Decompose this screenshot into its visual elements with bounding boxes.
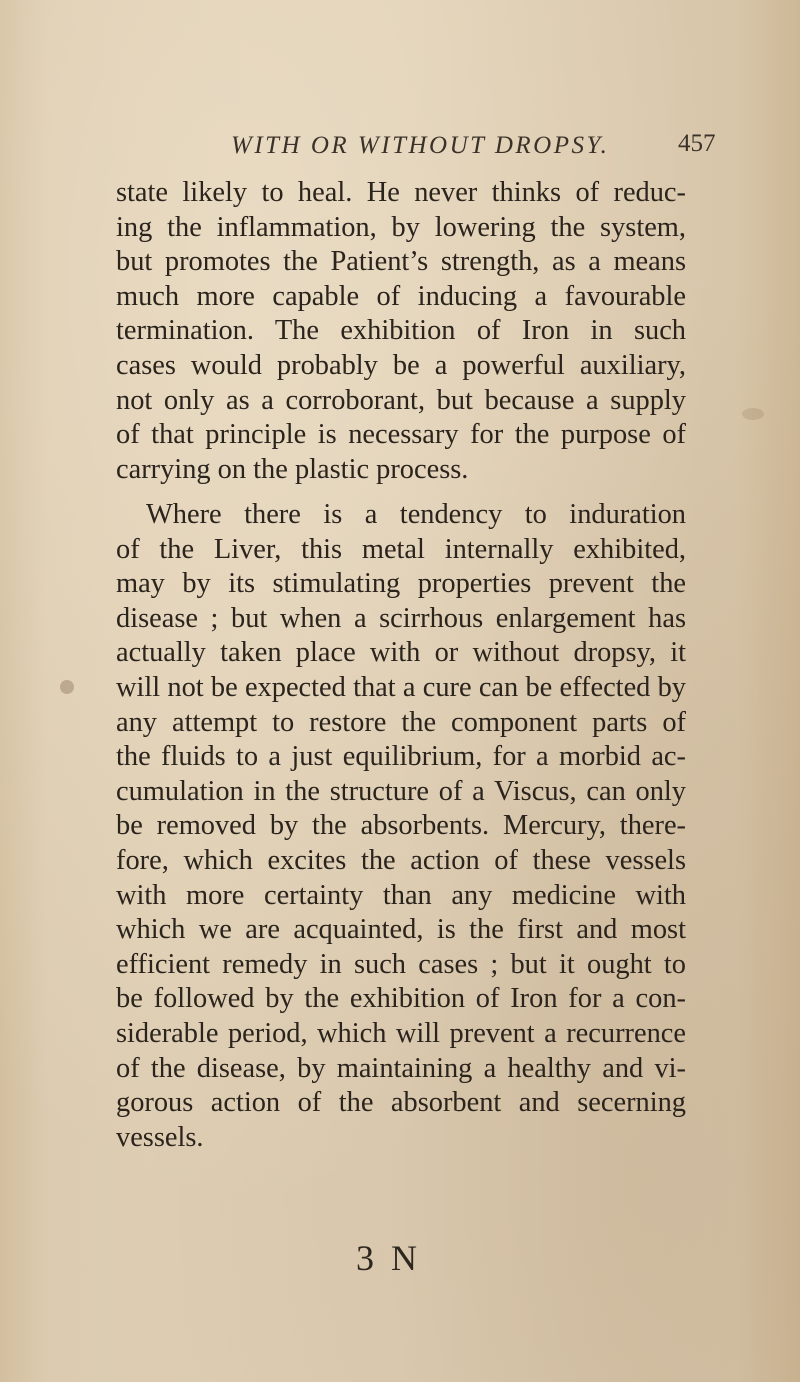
text-line: any attempt to restore the component parts of xyxy=(116,706,686,738)
text-line: with more certainty than any medicine with xyxy=(116,879,686,911)
text-line: which we are acquainted, is the first and most xyxy=(116,914,686,946)
running-head: WITH OR WITHOUT DROPSY. xyxy=(231,132,610,159)
text-line: of that principle is necessary for the purpose of xyxy=(116,419,686,451)
text-line: vessels. xyxy=(116,1121,204,1153)
page-number: 457 xyxy=(678,130,716,157)
paragraph-1 xyxy=(116,176,686,487)
text-line: efficient remedy in such cases ; but it ought to xyxy=(116,948,686,980)
text-line: ing the inflammation, by lowering the system, xyxy=(116,211,686,243)
text-line: siderable period, which will prevent a recurrence xyxy=(116,1017,686,1049)
text-line: much more capable of inducing a favourable xyxy=(116,280,686,312)
text-line: termination. The exhibition of Iron in such xyxy=(116,315,686,347)
text-line: carrying on the plastic process. xyxy=(116,453,469,485)
text-line: fore, which excites the action of these vessels xyxy=(116,844,686,876)
text-line: be followed by the exhibition of Iron for a con- xyxy=(116,983,686,1015)
text-line: cumulation in the structure of a Viscus, can only xyxy=(116,775,686,807)
text-line: but promotes the Patient’s strength, as a means xyxy=(116,246,686,278)
text-line: cases would probably be a powerful auxiliary, xyxy=(116,349,686,381)
text-line: the fluids to a just equilibrium, for a morbid ac- xyxy=(116,741,686,773)
ink-blot xyxy=(60,680,74,694)
text-line: gorous action of the absorbent and secerning xyxy=(116,1087,686,1119)
text-line: will not be expected that a cure can be effected by xyxy=(116,671,686,703)
paragraph-2 xyxy=(116,498,686,1155)
text-line: of the disease, by maintaining a healthy and vi- xyxy=(116,1052,686,1084)
text-line: may by its stimulating properties prevent the xyxy=(116,568,686,600)
paper-stain xyxy=(742,408,764,420)
signature-mark: 3 N xyxy=(356,1238,421,1278)
text-line: disease ; but when a scirrhous enlargement has xyxy=(116,602,686,634)
text-line: Where there is a tendency to induration xyxy=(146,499,686,530)
text-line: not only as a corroborant, but because a supply xyxy=(116,384,686,416)
text-line: of the Liver, this metal internally exhibited, xyxy=(116,533,686,565)
text-line: be removed by the absorbents. Mercury, there- xyxy=(116,810,686,842)
text-line: state likely to heal. He never thinks of reduc- xyxy=(116,177,686,208)
text-line: actually taken place with or without dropsy, it xyxy=(116,637,686,669)
